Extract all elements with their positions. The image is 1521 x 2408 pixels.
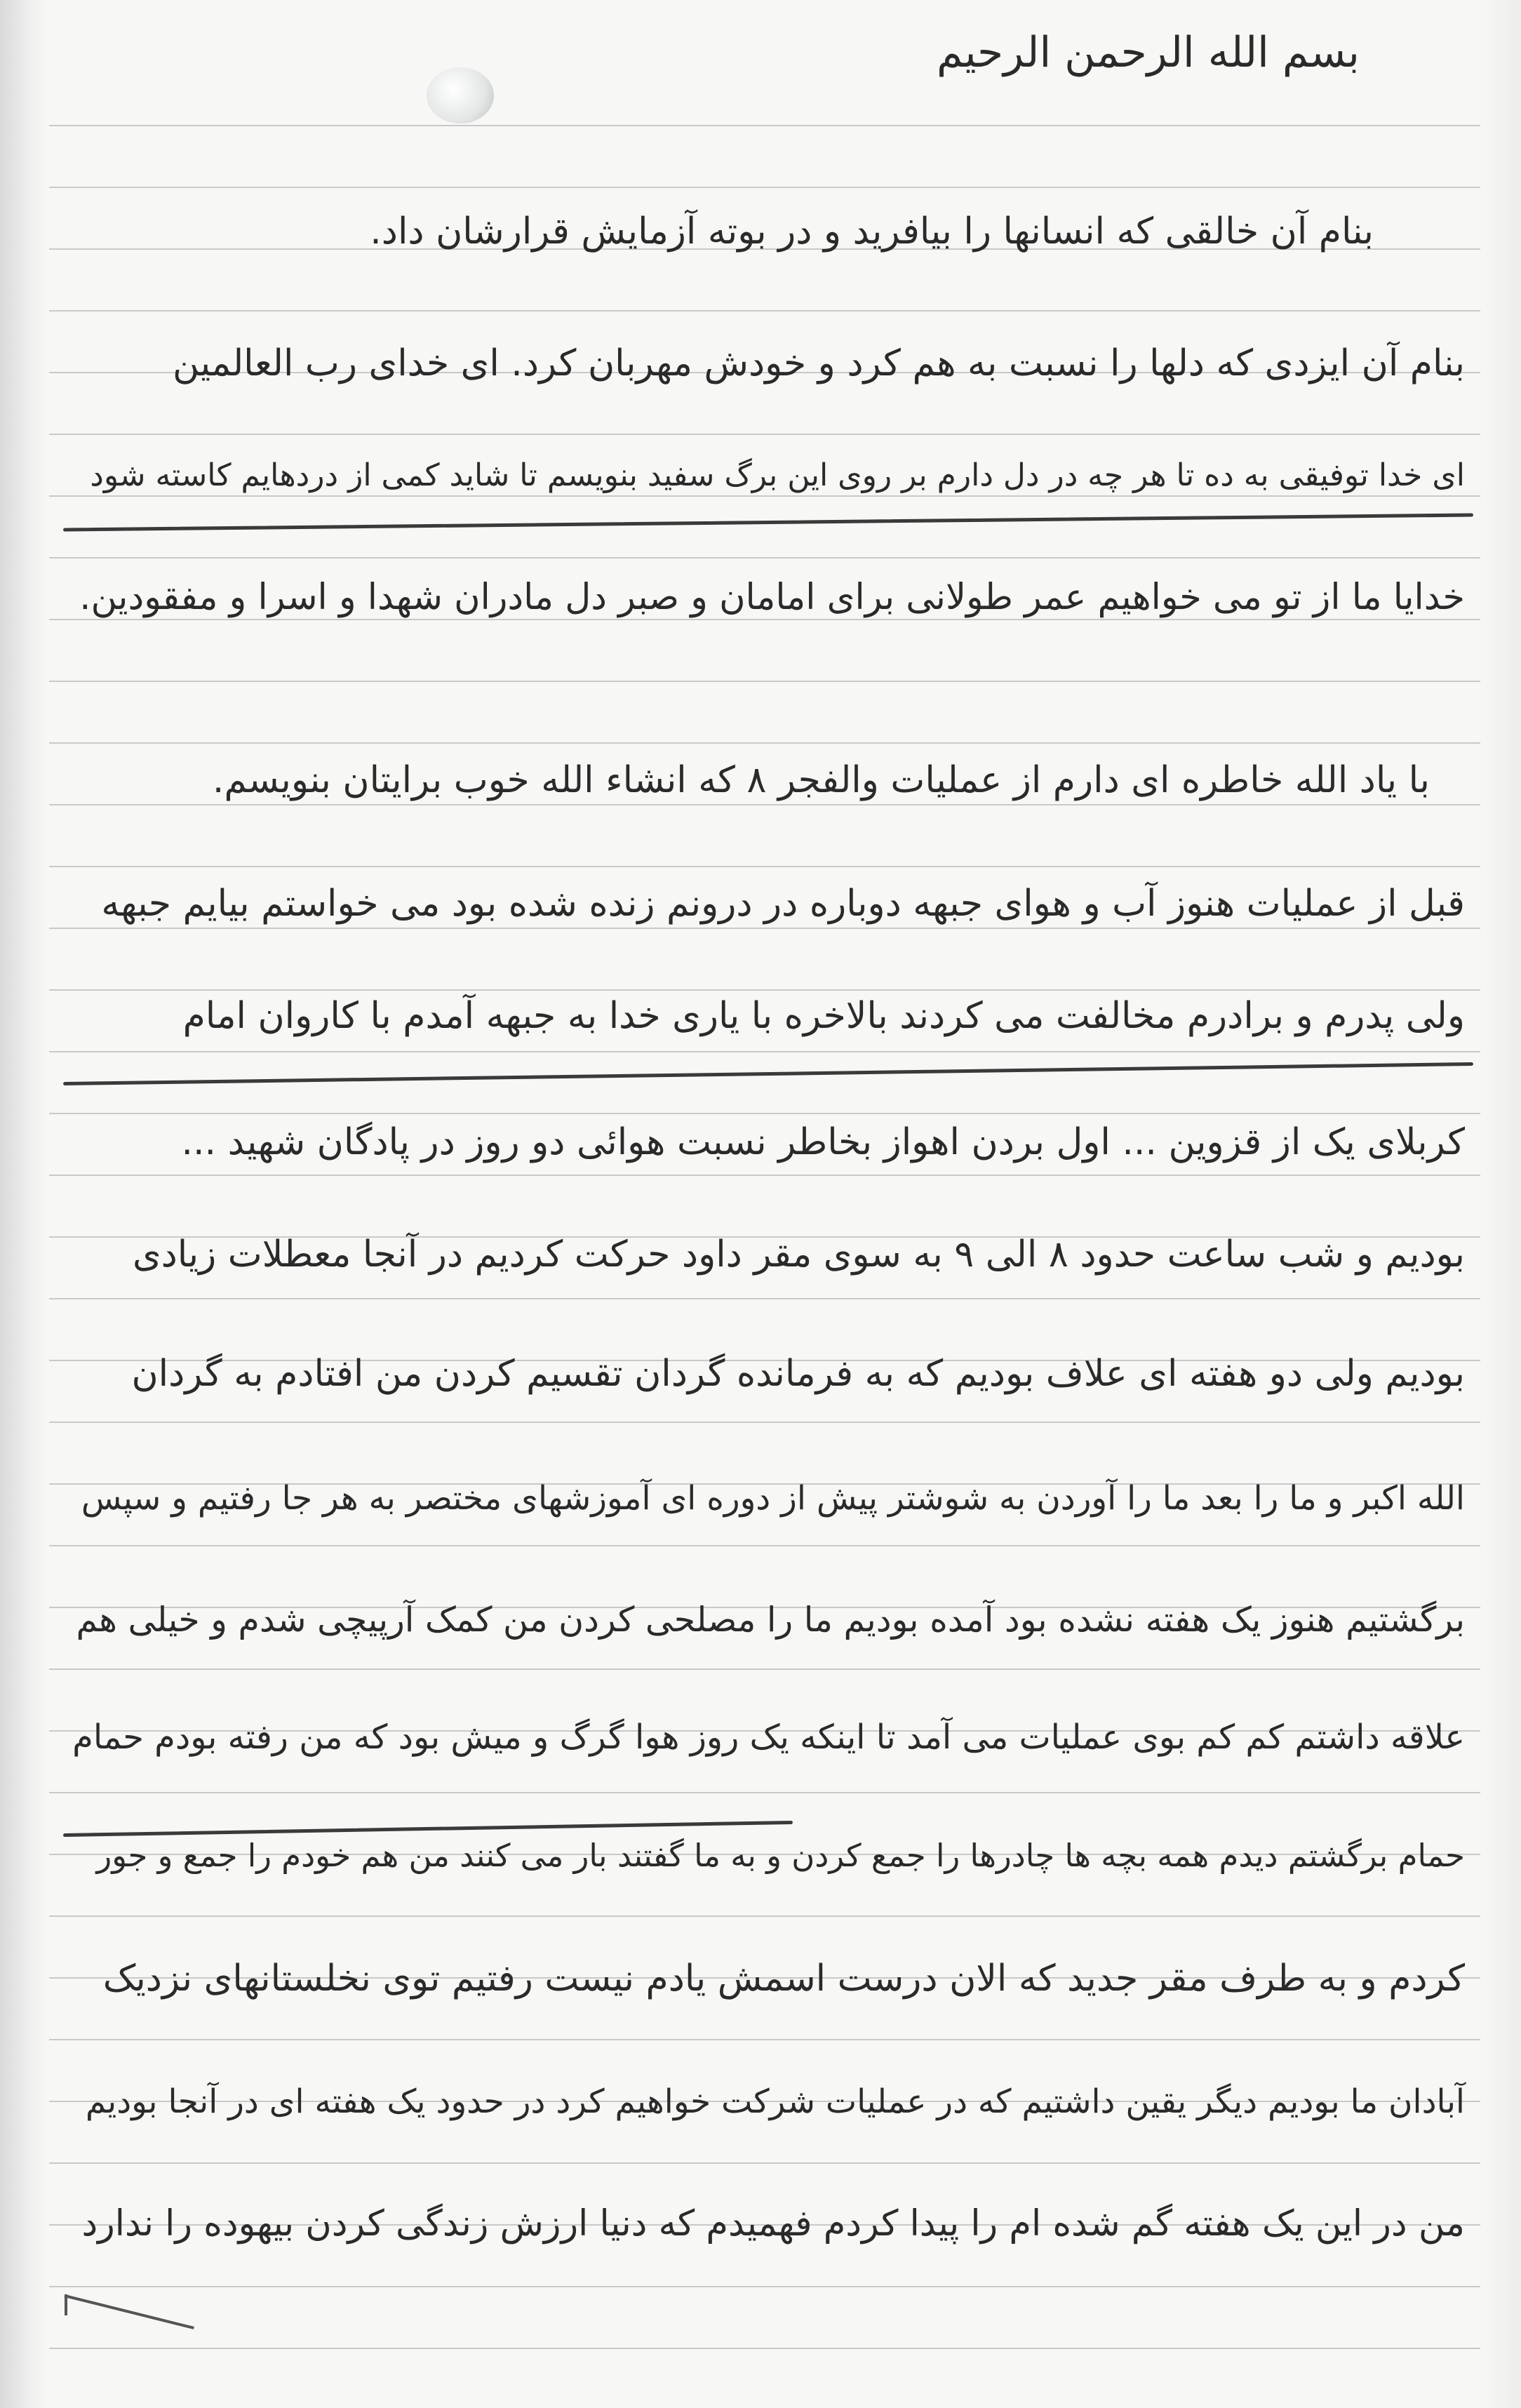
ruled-line bbox=[49, 1668, 1480, 1670]
text-line: علاقه داشتم کم کم بوی عملیات می آمد تا اینکه یک روز هوا گرگ و میش بود که من رفته بودم حمام bbox=[72, 1718, 1465, 1757]
text-line: حمام برگشتم دیدم همه بچه ها چادرها را جمع کردن و به ما گفتند بار می کنند من هم خودم را جمع و جور bbox=[96, 1837, 1465, 1874]
text-line: با یاد الله خاطره ای دارم از عملیات والفجر ۸ که انشاء الله خوب برایتان بنویسم. bbox=[212, 759, 1430, 801]
ruled-line bbox=[49, 2039, 1480, 2040]
ruled-line bbox=[49, 2286, 1480, 2287]
ruled-line bbox=[49, 1175, 1480, 1176]
page-heading: بسم الله الرحمن الرحیم bbox=[936, 28, 1360, 77]
text-line: خدایا ما از تو می خواهیم عمر طولانی برای امامان و صبر دل مادران شهدا و اسرا و مفقودین. bbox=[79, 577, 1465, 618]
ruled-line bbox=[49, 619, 1480, 620]
punch-hole bbox=[427, 67, 494, 123]
text-line: برگشتیم هنوز یک هفته نشده بود آمده بودیم ما را مصلحی کردن من کمک آرپیچی شدم و خیلی هم bbox=[76, 1600, 1465, 1640]
ruled-line bbox=[49, 742, 1480, 744]
text-line: کربلای یک از قزوین ... اول بردن اهواز بخاطر نسبت هوائی دو روز در پادگان شهید ... bbox=[181, 1121, 1465, 1163]
text-line: ولی پدرم و برادرم مخالفت می کردند بالاخره با یاری خدا به جبهه آمدم با کاروان امام bbox=[182, 995, 1465, 1037]
text-line: بنام آن خالقی که انسانها را بیافرید و در بوته آزمایش قرارشان داد. bbox=[370, 210, 1374, 253]
ruled-line bbox=[49, 557, 1480, 558]
ruled-line bbox=[49, 125, 1480, 126]
ruled-line bbox=[49, 681, 1480, 682]
text-line: کردم و به طرف مقر جدید که الان درست اسمش یادم نیست رفتیم توی نخلستانهای نزدیک bbox=[102, 1958, 1465, 2000]
ruled-line bbox=[49, 928, 1480, 929]
ruled-line bbox=[49, 989, 1480, 991]
text-line: قبل از عملیات هنوز آب و هوای جبهه دوباره در درونم زنده شده بود می خواستم بیایم جبهه bbox=[101, 883, 1465, 925]
text-line: من در این یک هفته گم شده ام را پیدا کردم فهمیدم که دنیا ارزش زندگی کردن بیهوده را ندارد bbox=[81, 2203, 1465, 2245]
text-line: الله اکبر و ما را بعد ما را آوردن به شوشتر پیش از دوره ای آموزشهای مختصر به هر جا رفتیم و سپس bbox=[81, 1479, 1465, 1518]
ruled-line bbox=[49, 434, 1480, 435]
text-line: ای خدا توفیقی به ده تا هر چه در دل دارم بر روی این برگ سفید بنویسم تا شاید کمی از دردهایم کاسته شود bbox=[90, 457, 1465, 493]
ruled-line bbox=[49, 1792, 1480, 1793]
ruled-line bbox=[49, 866, 1480, 867]
ruled-line bbox=[49, 495, 1480, 497]
corner-pen-mark bbox=[65, 2294, 67, 2315]
ruled-line bbox=[49, 1051, 1480, 1052]
text-line: بودیم ولی دو هفته ای علاف بودیم که به فرمانده گردان تقسیم کردن من افتادم به گردان bbox=[131, 1353, 1465, 1395]
ruled-line bbox=[49, 187, 1480, 188]
ruled-line bbox=[49, 1545, 1480, 1546]
ruled-line bbox=[49, 804, 1480, 805]
text-line: بودیم و شب ساعت حدود ۸ الی ۹ به سوی مقر داود حرکت کردیم در آنجا معطلات زیادی bbox=[132, 1233, 1465, 1276]
ruled-line bbox=[49, 1422, 1480, 1423]
ruled-line bbox=[49, 2162, 1480, 2164]
ruled-line bbox=[49, 1113, 1480, 1114]
text-line: آبادان ما بودیم دیگر یقین داشتیم که در عملیات شرکت خواهیم کرد در حدود یک هفته ای در آنجا بودیم bbox=[85, 2082, 1465, 2121]
ruled-line bbox=[49, 1915, 1480, 1917]
ruled-line bbox=[49, 2348, 1480, 2349]
ruled-line bbox=[49, 1298, 1480, 1299]
text-line: بنام آن ایزدی که دلها را نسبت به هم کرد و خودش مهربان کرد. ای خدای رب العالمین bbox=[172, 342, 1465, 384]
ruled-line bbox=[49, 310, 1480, 312]
